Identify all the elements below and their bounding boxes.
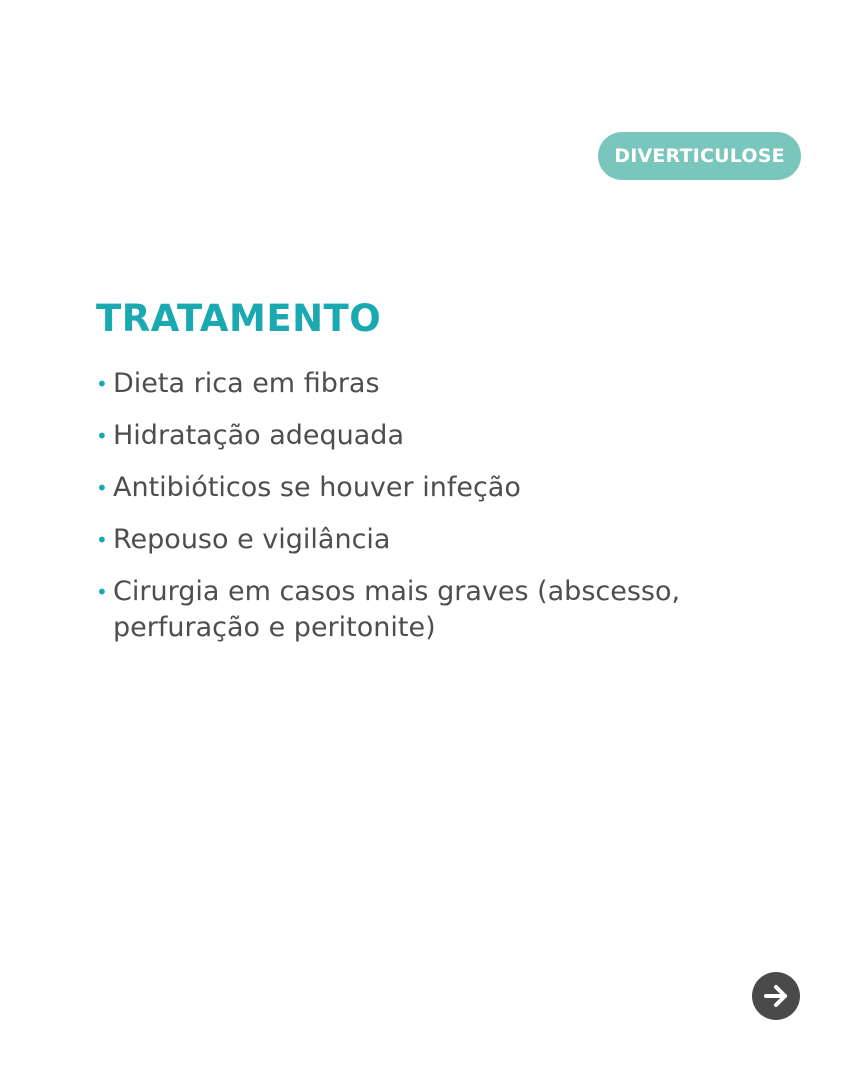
list-item (96, 418, 716, 454)
bullet-icon: • (96, 476, 108, 500)
section-title: TRATAMENTO (96, 297, 382, 340)
arrow-right-icon (761, 981, 791, 1011)
bullet-icon: • (96, 528, 108, 552)
treatment-list (96, 366, 716, 662)
list-item (96, 574, 716, 646)
bullet-icon: • (96, 372, 108, 396)
list-item (96, 522, 716, 558)
next-button[interactable] (752, 972, 800, 1020)
bullet-icon: • (96, 424, 108, 448)
topic-badge (598, 132, 801, 180)
topic-badge-label: DIVERTICULOSE (614, 145, 785, 167)
bullet-icon: • (96, 580, 108, 604)
list-item-text: Antibióticos se houver infeção (113, 472, 521, 503)
list-item-text: Repouso e vigilância (113, 524, 391, 555)
list-item-text: Hidratação adequada (113, 420, 404, 451)
list-item-text: Dieta rica em fibras (113, 368, 380, 399)
list-item-text: Cirurgia em casos mais graves (abscesso, perfuração e peritonite) (113, 576, 681, 643)
list-item (96, 470, 716, 506)
list-item (96, 366, 716, 402)
